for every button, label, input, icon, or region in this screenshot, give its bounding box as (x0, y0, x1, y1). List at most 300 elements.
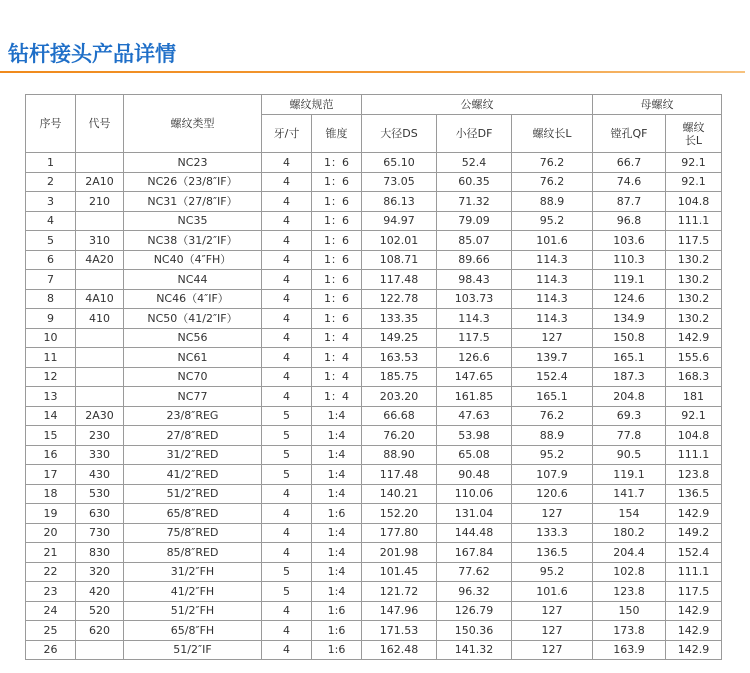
cell-bore-qf: 102.8 (593, 562, 666, 582)
cell-code (76, 270, 124, 290)
cell-female-length: 111.1 (666, 445, 722, 465)
cell-taper: 1：4 (312, 328, 362, 348)
header-taper: 锥度 (312, 115, 362, 153)
cell-male-length: 127 (512, 504, 593, 524)
cell-female-length: 168.3 (666, 367, 722, 387)
cell-thread-type: NC61 (124, 348, 262, 368)
cell-bore-qf: 204.8 (593, 387, 666, 407)
cell-taper: 1：6 (312, 309, 362, 329)
table-row (26, 211, 722, 231)
cell-taper: 1：6 (312, 250, 362, 270)
cell-minor-df: 117.5 (437, 328, 512, 348)
cell-taper: 1：6 (312, 211, 362, 231)
cell-male-length: 120.6 (512, 484, 593, 504)
cell-minor-df: 144.48 (437, 523, 512, 543)
cell-major-ds: 177.80 (362, 523, 437, 543)
cell-male-length: 76.2 (512, 406, 593, 426)
cell-taper: 1:4 (312, 445, 362, 465)
cell-seq: 24 (26, 601, 76, 621)
cell-female-length: 104.8 (666, 426, 722, 446)
cell-tpi: 4 (262, 504, 312, 524)
cell-male-length: 127 (512, 640, 593, 660)
cell-thread-type: NC26（23/8″IF） (124, 172, 262, 192)
cell-female-length: 152.4 (666, 543, 722, 563)
cell-male-length: 165.1 (512, 387, 593, 407)
cell-code (76, 640, 124, 660)
cell-tpi: 4 (262, 601, 312, 621)
cell-tpi: 4 (262, 192, 312, 212)
cell-tpi: 4 (262, 523, 312, 543)
cell-major-ds: 171.53 (362, 621, 437, 641)
cell-seq: 10 (26, 328, 76, 348)
cell-tpi: 4 (262, 153, 312, 173)
cell-bore-qf: 119.1 (593, 270, 666, 290)
cell-male-length: 107.9 (512, 465, 593, 485)
cell-minor-df: 150.36 (437, 621, 512, 641)
cell-tpi: 4 (262, 328, 312, 348)
table-row (26, 562, 722, 582)
cell-seq: 4 (26, 211, 76, 231)
table-row (26, 172, 722, 192)
cell-major-ds: 201.98 (362, 543, 437, 563)
cell-major-ds: 185.75 (362, 367, 437, 387)
cell-tpi: 4 (262, 270, 312, 290)
cell-thread-type: NC77 (124, 387, 262, 407)
cell-female-length: 111.1 (666, 562, 722, 582)
cell-minor-df: 103.73 (437, 289, 512, 309)
cell-thread-type: 27/8″RED (124, 426, 262, 446)
cell-tpi: 5 (262, 562, 312, 582)
cell-major-ds: 66.68 (362, 406, 437, 426)
cell-bore-qf: 134.9 (593, 309, 666, 329)
cell-code: 2A30 (76, 406, 124, 426)
cell-bore-qf: 141.7 (593, 484, 666, 504)
cell-bore-qf: 69.3 (593, 406, 666, 426)
cell-thread-type: NC46（4″IF） (124, 289, 262, 309)
cell-code: 730 (76, 523, 124, 543)
cell-code: 520 (76, 601, 124, 621)
cell-female-length: 130.2 (666, 250, 722, 270)
cell-thread-type: NC40（4″FH） (124, 250, 262, 270)
cell-code: 4A10 (76, 289, 124, 309)
cell-major-ds: 86.13 (362, 192, 437, 212)
cell-major-ds: 73.05 (362, 172, 437, 192)
cell-female-length: 92.1 (666, 406, 722, 426)
cell-seq: 26 (26, 640, 76, 660)
cell-bore-qf: 96.8 (593, 211, 666, 231)
cell-code (76, 348, 124, 368)
cell-code: 430 (76, 465, 124, 485)
cell-female-length: 117.5 (666, 231, 722, 251)
cell-minor-df: 141.32 (437, 640, 512, 660)
cell-male-length: 114.3 (512, 309, 593, 329)
cell-code: 830 (76, 543, 124, 563)
cell-bore-qf: 150.8 (593, 328, 666, 348)
table-row (26, 601, 722, 621)
cell-code: 410 (76, 309, 124, 329)
table-row (26, 348, 722, 368)
cell-code: 530 (76, 484, 124, 504)
header-female-thread: 母螺纹 (593, 95, 722, 115)
cell-tpi: 5 (262, 582, 312, 602)
cell-taper: 1：6 (312, 270, 362, 290)
cell-seq: 25 (26, 621, 76, 641)
cell-seq: 19 (26, 504, 76, 524)
cell-female-length: 130.2 (666, 270, 722, 290)
cell-taper: 1:4 (312, 426, 362, 446)
cell-bore-qf: 124.6 (593, 289, 666, 309)
cell-thread-type: 41/2″FH (124, 582, 262, 602)
cell-thread-type: NC50（41/2″IF） (124, 309, 262, 329)
cell-major-ds: 133.35 (362, 309, 437, 329)
cell-male-length: 95.2 (512, 445, 593, 465)
header-minor-df: 小径DF (437, 115, 512, 153)
cell-major-ds: 203.20 (362, 387, 437, 407)
cell-thread-type: 65/8″RED (124, 504, 262, 524)
cell-thread-type: 51/2″FH (124, 601, 262, 621)
cell-bore-qf: 204.4 (593, 543, 666, 563)
cell-code: 210 (76, 192, 124, 212)
cell-taper: 1：6 (312, 231, 362, 251)
cell-seq: 18 (26, 484, 76, 504)
cell-minor-df: 79.09 (437, 211, 512, 231)
cell-male-length: 101.6 (512, 582, 593, 602)
table-row (26, 328, 722, 348)
header-tpi: 牙/寸 (262, 115, 312, 153)
table-row (26, 387, 722, 407)
cell-bore-qf: 90.5 (593, 445, 666, 465)
cell-seq: 1 (26, 153, 76, 173)
cell-thread-type: 51/2″RED (124, 484, 262, 504)
cell-thread-type: 85/8″RED (124, 543, 262, 563)
cell-thread-type: 75/8″RED (124, 523, 262, 543)
table-row (26, 270, 722, 290)
cell-taper: 1:6 (312, 504, 362, 524)
cell-seq: 12 (26, 367, 76, 387)
cell-female-length: 142.9 (666, 328, 722, 348)
header-code: 代号 (76, 95, 124, 153)
cell-female-length: 92.1 (666, 153, 722, 173)
cell-male-length: 76.2 (512, 172, 593, 192)
cell-code (76, 211, 124, 231)
cell-seq: 7 (26, 270, 76, 290)
cell-tpi: 4 (262, 484, 312, 504)
cell-female-length: 136.5 (666, 484, 722, 504)
header-thread-spec: 螺纹规范 (262, 95, 362, 115)
spec-table (25, 94, 722, 660)
cell-female-length: 117.5 (666, 582, 722, 602)
cell-taper: 1:4 (312, 523, 362, 543)
header-male-thread: 公螺纹 (362, 95, 593, 115)
cell-bore-qf: 110.3 (593, 250, 666, 270)
cell-male-length: 139.7 (512, 348, 593, 368)
cell-taper: 1:4 (312, 543, 362, 563)
table-row (26, 523, 722, 543)
table-row (26, 153, 722, 173)
cell-bore-qf: 154 (593, 504, 666, 524)
cell-thread-type: NC44 (124, 270, 262, 290)
cell-male-length: 95.2 (512, 562, 593, 582)
cell-major-ds: 65.10 (362, 153, 437, 173)
cell-minor-df: 110.06 (437, 484, 512, 504)
cell-code: 630 (76, 504, 124, 524)
cell-taper: 1:6 (312, 640, 362, 660)
cell-major-ds: 101.45 (362, 562, 437, 582)
cell-bore-qf: 74.6 (593, 172, 666, 192)
cell-bore-qf: 123.8 (593, 582, 666, 602)
cell-minor-df: 53.98 (437, 426, 512, 446)
spec-table-body (26, 95, 722, 660)
cell-major-ds: 94.97 (362, 211, 437, 231)
cell-female-length: 142.9 (666, 640, 722, 660)
cell-female-length: 123.8 (666, 465, 722, 485)
table-row (26, 621, 722, 641)
page-title: 钻杆接头产品详情 (8, 42, 176, 66)
cell-thread-type: NC56 (124, 328, 262, 348)
cell-seq: 5 (26, 231, 76, 251)
table-row (26, 465, 722, 485)
cell-minor-df: 60.35 (437, 172, 512, 192)
cell-major-ds: 108.71 (362, 250, 437, 270)
table-row (26, 640, 722, 660)
cell-major-ds: 102.01 (362, 231, 437, 251)
cell-bore-qf: 173.8 (593, 621, 666, 641)
cell-taper: 1:4 (312, 484, 362, 504)
cell-seq: 23 (26, 582, 76, 602)
cell-code: 4A20 (76, 250, 124, 270)
title-accent-line (0, 71, 745, 73)
cell-major-ds: 88.90 (362, 445, 437, 465)
cell-code: 330 (76, 445, 124, 465)
cell-code (76, 153, 124, 173)
cell-minor-df: 65.08 (437, 445, 512, 465)
cell-minor-df: 89.66 (437, 250, 512, 270)
table-row (26, 504, 722, 524)
header-major-ds: 大径DS (362, 115, 437, 153)
cell-taper: 1：6 (312, 289, 362, 309)
cell-bore-qf: 187.3 (593, 367, 666, 387)
cell-male-length: 76.2 (512, 153, 593, 173)
cell-thread-type: 51/2″IF (124, 640, 262, 660)
cell-code (76, 367, 124, 387)
cell-thread-type: NC38（31/2″IF） (124, 231, 262, 251)
cell-male-length: 114.3 (512, 270, 593, 290)
header-bore-qf: 镗孔QF (593, 115, 666, 153)
cell-seq: 14 (26, 406, 76, 426)
cell-female-length: 111.1 (666, 211, 722, 231)
cell-thread-type: 31/2″RED (124, 445, 262, 465)
page-header (0, 0, 750, 80)
cell-thread-type: 23/8″REG (124, 406, 262, 426)
cell-bore-qf: 150 (593, 601, 666, 621)
cell-male-length: 133.3 (512, 523, 593, 543)
cell-tpi: 4 (262, 172, 312, 192)
cell-code: 310 (76, 231, 124, 251)
cell-female-length: 130.2 (666, 309, 722, 329)
header-row-1 (26, 95, 722, 115)
cell-seq: 15 (26, 426, 76, 446)
cell-seq: 3 (26, 192, 76, 212)
cell-male-length: 101.6 (512, 231, 593, 251)
cell-code (76, 328, 124, 348)
cell-major-ds: 121.72 (362, 582, 437, 602)
cell-male-length: 127 (512, 328, 593, 348)
cell-bore-qf: 180.2 (593, 523, 666, 543)
cell-male-length: 114.3 (512, 289, 593, 309)
cell-tpi: 4 (262, 621, 312, 641)
cell-taper: 1:4 (312, 406, 362, 426)
cell-male-length: 152.4 (512, 367, 593, 387)
cell-major-ds: 122.78 (362, 289, 437, 309)
cell-taper: 1:6 (312, 601, 362, 621)
cell-minor-df: 98.43 (437, 270, 512, 290)
cell-seq: 6 (26, 250, 76, 270)
cell-female-length: 104.8 (666, 192, 722, 212)
cell-thread-type: 65/8″FH (124, 621, 262, 641)
cell-major-ds: 149.25 (362, 328, 437, 348)
header-male-length: 螺纹长L (512, 115, 593, 153)
cell-female-length: 181 (666, 387, 722, 407)
table-row (26, 445, 722, 465)
cell-major-ds: 163.53 (362, 348, 437, 368)
cell-minor-df: 85.07 (437, 231, 512, 251)
cell-taper: 1:4 (312, 562, 362, 582)
cell-female-length: 142.9 (666, 504, 722, 524)
cell-taper: 1：4 (312, 348, 362, 368)
cell-seq: 13 (26, 387, 76, 407)
cell-minor-df: 167.84 (437, 543, 512, 563)
cell-taper: 1：4 (312, 387, 362, 407)
cell-tpi: 5 (262, 465, 312, 485)
cell-major-ds: 152.20 (362, 504, 437, 524)
table-row (26, 231, 722, 251)
cell-female-length: 142.9 (666, 621, 722, 641)
cell-taper: 1：4 (312, 367, 362, 387)
cell-male-length: 95.2 (512, 211, 593, 231)
cell-minor-df: 47.63 (437, 406, 512, 426)
cell-tpi: 4 (262, 640, 312, 660)
cell-tpi: 5 (262, 426, 312, 446)
cell-minor-df: 126.79 (437, 601, 512, 621)
cell-minor-df: 131.04 (437, 504, 512, 524)
cell-seq: 20 (26, 523, 76, 543)
table-row (26, 543, 722, 563)
cell-tpi: 5 (262, 445, 312, 465)
table-row (26, 289, 722, 309)
cell-thread-type: 31/2″FH (124, 562, 262, 582)
cell-tpi: 4 (262, 543, 312, 563)
table-row (26, 309, 722, 329)
cell-seq: 9 (26, 309, 76, 329)
cell-major-ds: 147.96 (362, 601, 437, 621)
cell-minor-df: 52.4 (437, 153, 512, 173)
cell-male-length: 88.9 (512, 192, 593, 212)
cell-bore-qf: 87.7 (593, 192, 666, 212)
cell-seq: 21 (26, 543, 76, 563)
cell-minor-df: 161.85 (437, 387, 512, 407)
cell-female-length: 142.9 (666, 601, 722, 621)
cell-taper: 1：6 (312, 172, 362, 192)
cell-female-length: 155.6 (666, 348, 722, 368)
table-row (26, 406, 722, 426)
cell-tpi: 4 (262, 289, 312, 309)
header-female-length: 螺纹长L (666, 115, 722, 153)
cell-minor-df: 77.62 (437, 562, 512, 582)
cell-major-ds: 162.48 (362, 640, 437, 660)
cell-male-length: 127 (512, 601, 593, 621)
cell-minor-df: 126.6 (437, 348, 512, 368)
table-row (26, 192, 722, 212)
table-row (26, 484, 722, 504)
cell-bore-qf: 119.1 (593, 465, 666, 485)
table-row (26, 367, 722, 387)
cell-major-ds: 117.48 (362, 465, 437, 485)
cell-thread-type: 41/2″RED (124, 465, 262, 485)
cell-seq: 2 (26, 172, 76, 192)
cell-bore-qf: 165.1 (593, 348, 666, 368)
cell-seq: 17 (26, 465, 76, 485)
cell-code: 2A10 (76, 172, 124, 192)
cell-male-length: 136.5 (512, 543, 593, 563)
cell-thread-type: NC23 (124, 153, 262, 173)
cell-major-ds: 140.21 (362, 484, 437, 504)
cell-code: 230 (76, 426, 124, 446)
cell-tpi: 4 (262, 387, 312, 407)
cell-seq: 8 (26, 289, 76, 309)
cell-minor-df: 71.32 (437, 192, 512, 212)
cell-minor-df: 90.48 (437, 465, 512, 485)
cell-tpi: 4 (262, 367, 312, 387)
cell-female-length: 92.1 (666, 172, 722, 192)
cell-male-length: 88.9 (512, 426, 593, 446)
cell-tpi: 4 (262, 348, 312, 368)
cell-code: 620 (76, 621, 124, 641)
cell-thread-type: NC70 (124, 367, 262, 387)
cell-bore-qf: 103.6 (593, 231, 666, 251)
cell-minor-df: 147.65 (437, 367, 512, 387)
cell-taper: 1:4 (312, 582, 362, 602)
header-seq: 序号 (26, 95, 76, 153)
cell-female-length: 149.2 (666, 523, 722, 543)
table-row (26, 426, 722, 446)
table-row (26, 582, 722, 602)
cell-taper: 1：6 (312, 192, 362, 212)
cell-tpi: 4 (262, 231, 312, 251)
cell-tpi: 4 (262, 309, 312, 329)
cell-taper: 1:6 (312, 621, 362, 641)
cell-tpi: 4 (262, 211, 312, 231)
cell-major-ds: 76.20 (362, 426, 437, 446)
cell-code: 320 (76, 562, 124, 582)
cell-minor-df: 114.3 (437, 309, 512, 329)
cell-bore-qf: 66.7 (593, 153, 666, 173)
cell-code (76, 387, 124, 407)
cell-tpi: 5 (262, 406, 312, 426)
cell-code: 420 (76, 582, 124, 602)
table-row (26, 250, 722, 270)
cell-major-ds: 117.48 (362, 270, 437, 290)
cell-male-length: 114.3 (512, 250, 593, 270)
cell-bore-qf: 77.8 (593, 426, 666, 446)
cell-seq: 16 (26, 445, 76, 465)
cell-taper: 1:4 (312, 465, 362, 485)
cell-bore-qf: 163.9 (593, 640, 666, 660)
cell-seq: 22 (26, 562, 76, 582)
cell-seq: 11 (26, 348, 76, 368)
cell-tpi: 4 (262, 250, 312, 270)
cell-female-length: 130.2 (666, 289, 722, 309)
header-thread-type: 螺纹类型 (124, 95, 262, 153)
